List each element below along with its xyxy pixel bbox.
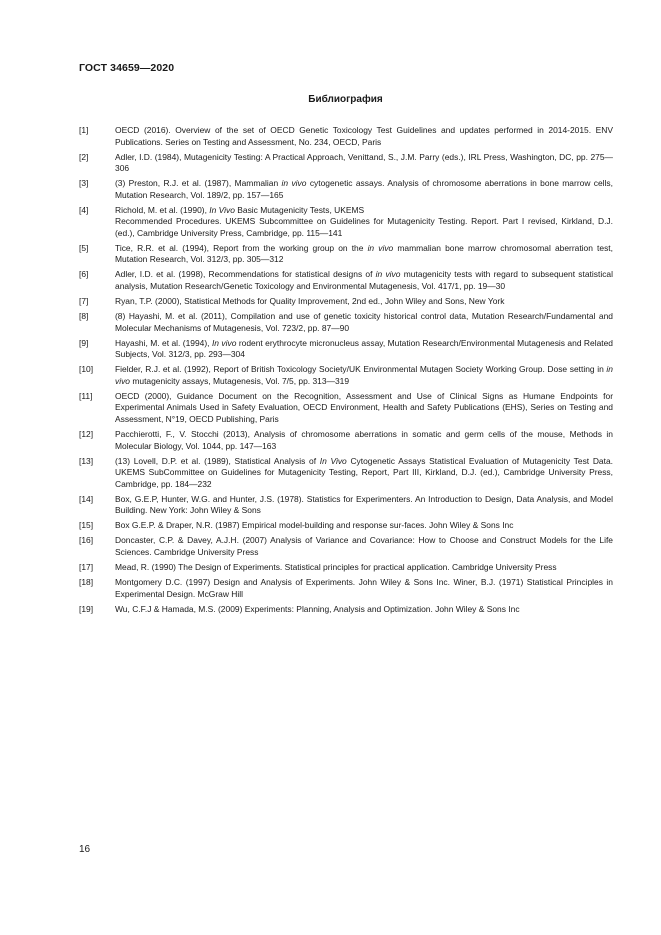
reference-number: [11] [79, 390, 93, 401]
reference-text [115, 520, 613, 532]
reference-text [115, 152, 613, 175]
reference-number: [16] [79, 535, 94, 546]
reference-item [79, 125, 613, 148]
reference-text-part: Adler, I.D. (1984), Mutagenicity Testing: A Practical Approach, Venittand, S., J.M. Parry (eds.), IRL Press, Washington, DC, pp. 275—306 [115, 151, 613, 174]
reference-text [115, 535, 613, 558]
reference-text [115, 311, 613, 334]
reference-text [115, 604, 613, 616]
reference-text [115, 562, 613, 574]
reference-text-italic: in vivo [367, 242, 394, 253]
reference-text-italic: in vivo [115, 364, 613, 386]
reference-number: [10] [79, 364, 94, 375]
reference-text [115, 494, 613, 517]
reference-text-part: Box, G.E.P, Hunter, W.G. and Hunter, J.S. (1978). Statistics for Experimenters. An Introduction to Design, Data Analysis, and Model Building. New York: John Wiley & Sons [115, 493, 613, 516]
reference-number: [5] [79, 242, 89, 253]
reference-item [79, 152, 613, 175]
reference-item [79, 311, 613, 334]
reference-text-part: Tice, R.R. et al. (1994), Report from the working group on the [115, 242, 368, 253]
reference-item [79, 391, 613, 426]
reference-text-part: Box G.E.P. & Draper, N.R. (1987) Empirical model-building and response sur-faces. John Wiley & Sons Inc [115, 520, 514, 531]
reference-text-part: Mead, R. (1990) The Design of Experiments. Statistical principles for practical application. Cambridge University Press [115, 562, 557, 572]
reference-item [79, 364, 613, 387]
reference-item [79, 205, 613, 240]
reference-text-part: rodent erythrocyte micronucleus assay, Mutation Research/Environmental Mutagenesis and Related Subjects, Vol. 312/3, pp. 293—304 [115, 337, 614, 360]
reference-text [115, 456, 613, 491]
reference-text-italic: in vivo [375, 269, 401, 280]
reference-number: [18] [79, 577, 94, 588]
reference-text-italic: In vivo [211, 337, 237, 348]
reference-text-part: Ryan, T.P. (2000), Statistical Methods for Quality Improvement, 2nd ed., John Wiley and Sons, New York [115, 296, 505, 307]
reference-number: [3] [79, 178, 89, 189]
reference-number: [14] [79, 493, 94, 504]
reference-text-part: Cytogenetic Assays Statistical Evaluation of Mutagenicity Test Data. UKEMS SubCommittee on Guidelines for Mutagenicity Testing, Report, Part III, Kirkland, D.J. (ed.), Cambridge University Press, Cambridge, pp. 184—232 [115, 455, 613, 489]
reference-text [115, 178, 613, 201]
standard-code: ГОСТ 34659—2020 [79, 62, 175, 74]
bibliography-list [79, 125, 613, 619]
reference-text-italic: In Vivo [209, 204, 235, 215]
reference-number: [1] [79, 125, 89, 135]
reference-text-part: (8) Hayashi, M. et al. (2011), Compilation and use of genetic toxicity historical control data, Mutation Research/Fundamental and Molecular Mechanisms of Mutagenesis, Vol. 723/2, pp. 87—90 [115, 311, 613, 333]
reference-number: [19] [79, 603, 94, 614]
reference-text [115, 577, 613, 600]
reference-text [115, 429, 613, 452]
reference-item [79, 243, 613, 266]
reference-number: [6] [79, 269, 89, 280]
reference-text [115, 269, 613, 292]
reference-item [79, 535, 613, 558]
reference-text [115, 338, 613, 361]
reference-item [79, 494, 613, 517]
reference-item [79, 562, 613, 574]
page-number: 16 [79, 844, 91, 855]
reference-text-part: OECD (2016). Overview of the set of OECD Genetic Toxicology Test Guidelines and updates performed in 2014-2015. ENV Publications. Series on Testing and Assessment, No. 234, OECD, Paris [115, 125, 613, 147]
reference-text-part: Adler, I.D. et al. (1998), Recommendations for statistical designs of [115, 269, 376, 280]
reference-text [115, 391, 613, 426]
reference-text-part: Richold, M. et al. (1990), [115, 204, 210, 215]
reference-text-part: Wu, C.F.J & Hamada, M.S. (2009) Experiments: Planning, Analysis and Optimization. John Wiley & Sons Inc [115, 603, 520, 614]
reference-text-italic: in vivo [281, 178, 307, 189]
reference-item [79, 520, 613, 532]
reference-text-part: Doncaster, C.P. & Davey, A.J.H. (2007) Analysis of Variance and Covariance: How to Choose and Construct Models for the Life Sciences. Cambridge University Press [115, 535, 613, 557]
reference-text [115, 205, 613, 240]
reference-item [79, 178, 613, 201]
reference-text [115, 364, 613, 387]
reference-text-part: mutagenicity tests with regard to subsequent statistical analysis, Mutation Research/Genetic Toxicology and Environmental Mutagenesis, Vol. 417/1, pp. 19—30 [115, 269, 613, 291]
reference-text-part: (13) Lovell, D.P. et al. (1989), Statistical Analysis of [115, 455, 320, 466]
reference-number: [13] [79, 455, 94, 466]
reference-text-part: Montgomery D.C. (1997) Design and Analysis of Experiments. John Wiley & Sons Inc. Winer, B.J. (1971) Statistical Principles in Experimental Design. McGraw Hill [115, 577, 613, 599]
reference-text-part: (3) Preston, R.J. et al. (1987), Mammalian [115, 178, 282, 189]
reference-text [115, 243, 613, 266]
reference-text-part: Hayashi, M. et al. (1994), [115, 337, 212, 348]
reference-item [79, 269, 613, 292]
reference-text [115, 125, 613, 148]
section-title: Библиография [308, 94, 383, 105]
reference-text-part: Fielder, R.J. et al. (1992), Report of British Toxicology Society/UK Environmental Mutagen Society Working Group. Dose setting in [115, 364, 607, 375]
reference-number: [7] [79, 296, 89, 307]
reference-number: [4] [79, 204, 89, 215]
reference-item [79, 604, 613, 616]
reference-number: [15] [79, 520, 94, 531]
reference-number: [2] [79, 151, 89, 162]
reference-item [79, 429, 613, 452]
reference-number: [12] [79, 429, 94, 440]
reference-text-part: OECD (2000), Guidance Document on the Recognition, Assessment and Use of Clinical Signs as Humane Endpoints for Experimental Animals Used in Safety Evaluation, OECD Environment, Health and Safety Publications (EHS), Series on Testing and Assessment, N°19, OECD Publishing, Paris [115, 390, 613, 424]
reference-text-part: mutagenicity assays, Mutagenesis, Vol. 7/5, pp. 313—319 [130, 375, 350, 386]
reference-number: [8] [79, 311, 89, 322]
reference-text-part: Basic Mutagenicity Tests, UKEMS Recommended Procedures. UKEMS Subcommittee on Guidelines for Mutagenicity Testing. Report. Part I revised, Kirkland, D.J. (ed.), Cambridge University Press, Cambridge, pp. 115—141 [115, 204, 613, 238]
reference-number: [9] [79, 337, 89, 348]
reference-text [115, 296, 613, 308]
reference-item [79, 338, 613, 361]
reference-text-part: Pacchierotti, F., V. Stocchi (2013), Analysis of chromosome aberrations in somatic and germ cells of the mouse, Methods in Molecular Biology, Vol. 1044, pp. 147—163 [115, 429, 613, 451]
reference-item [79, 456, 613, 491]
reference-text-italic: In Vivo [319, 455, 347, 466]
reference-number: [17] [79, 562, 94, 572]
reference-text-part: cytogenetic assays. Analysis of chromosome aberrations in bone marrow cells, Mutation Research, Vol. 189/2, pp. 157—165 [115, 178, 613, 200]
reference-text-part: mammalian bone marrow chromosomal aberration test, Mutation Research, Vol. 312/3, pp. 305—312 [115, 242, 613, 265]
reference-item [79, 296, 613, 308]
reference-item [79, 577, 613, 600]
